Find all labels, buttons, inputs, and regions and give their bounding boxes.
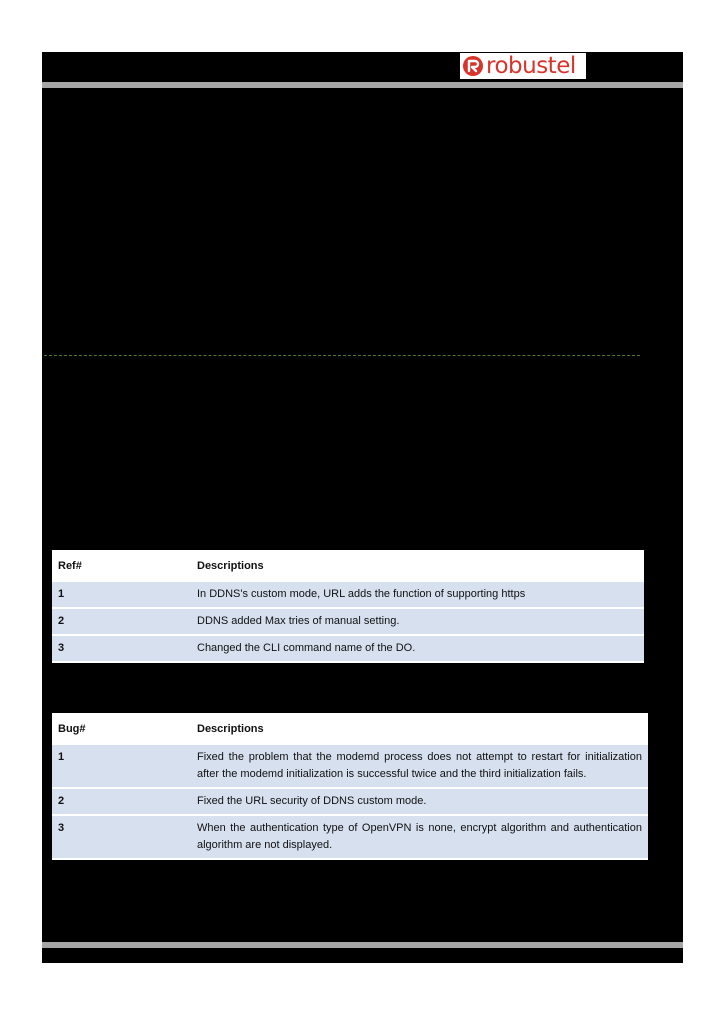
features-table <box>52 550 644 663</box>
row-description: Changed the CLI command name of the DO. <box>191 635 644 662</box>
row-description: Fixed the URL security of DDNS custom mode. <box>191 788 648 815</box>
logo-wordmark: robustel <box>486 53 576 79</box>
row-id: 2 <box>52 788 191 815</box>
footer-rule <box>42 942 683 948</box>
robustel-logo-icon <box>462 55 484 77</box>
table-row <box>52 744 648 788</box>
column-header-bug: Bug# <box>52 713 191 744</box>
row-id: 3 <box>52 635 191 662</box>
robustel-logo <box>460 53 586 79</box>
row-id: 1 <box>52 744 191 788</box>
table-row <box>52 635 644 662</box>
table-row <box>52 815 648 859</box>
row-description: DDNS added Max tries of manual setting. <box>191 608 644 635</box>
row-description: Fixed the problem that the modemd process does not attempt to restart for initialization after the modemd initialization is successful twice and the third initialization fails. <box>191 744 648 788</box>
table-header-row <box>52 713 648 744</box>
row-id: 1 <box>52 581 191 608</box>
row-id: 3 <box>52 815 191 859</box>
header-rule <box>42 82 683 88</box>
column-header-descriptions: Descriptions <box>191 713 648 744</box>
row-description: When the authentication type of OpenVPN is none, encrypt algorithm and authentication algorithm are not displayed. <box>191 815 648 859</box>
column-header-descriptions: Descriptions <box>191 550 644 581</box>
table-header-row <box>52 550 644 581</box>
row-description: In DDNS's custom mode, URL adds the function of supporting https <box>191 581 644 608</box>
section-divider <box>44 355 640 356</box>
column-header-ref: Ref# <box>52 550 191 581</box>
table-row <box>52 581 644 608</box>
row-id: 2 <box>52 608 191 635</box>
bugs-table <box>52 713 648 860</box>
table-row <box>52 788 648 815</box>
table-row <box>52 608 644 635</box>
